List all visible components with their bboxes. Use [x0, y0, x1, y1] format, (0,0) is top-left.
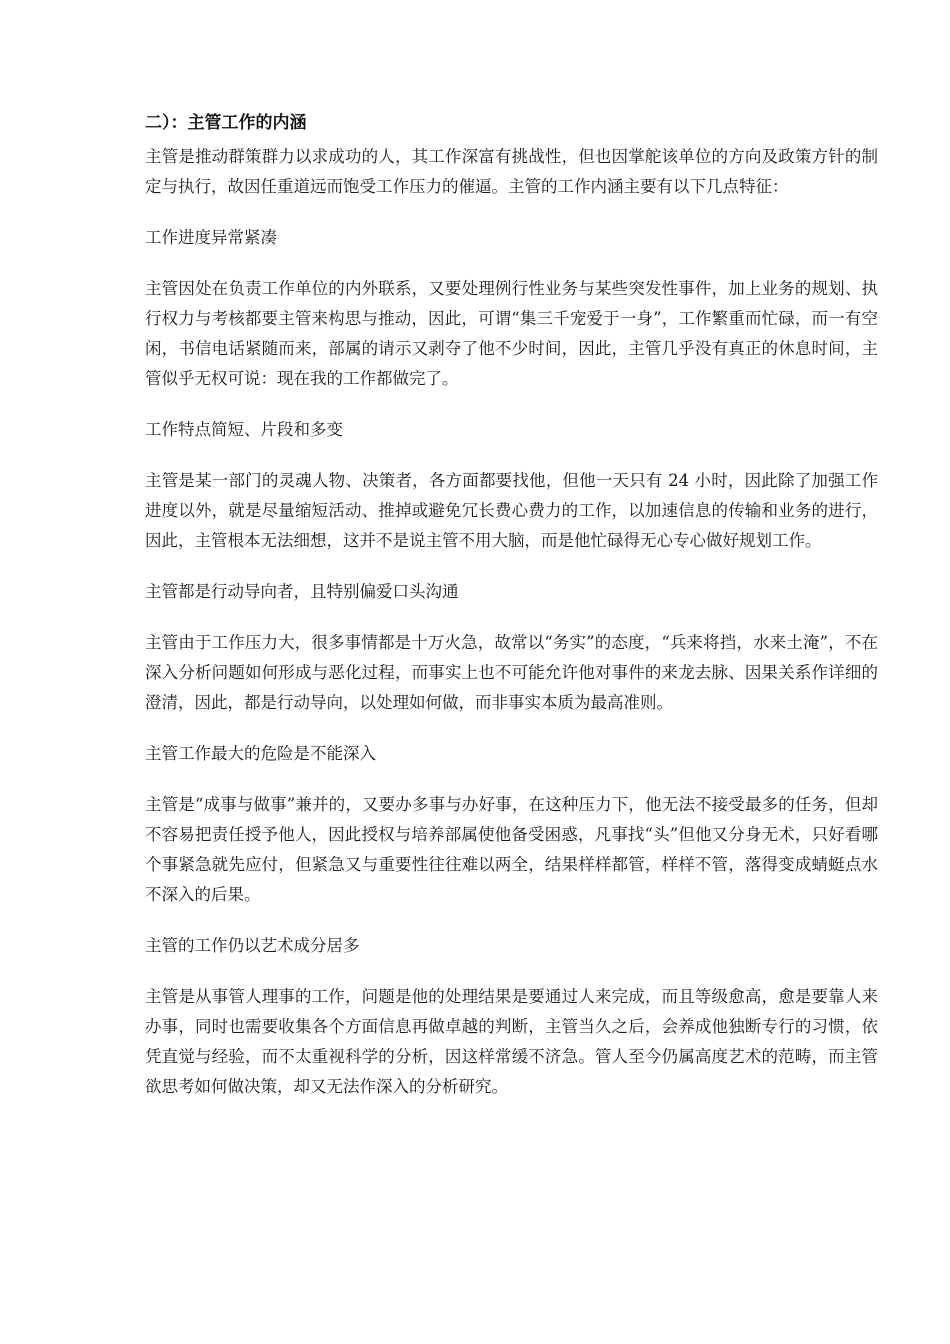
section-heading: 二）：主管工作的内涵: [145, 113, 307, 133]
subheading-work-pace: 工作进度异常紧凑: [145, 228, 277, 247]
subheading-action-oriented: 主管都是行动导向者，且特别偏爱口头沟通: [145, 582, 459, 601]
subheading-biggest-risk: 主管工作最大的危险是不能深入: [145, 744, 376, 763]
paragraph-work-pace: 主管因处在负责工作单位的内外联系，又要处理例行性业务与某些突发性事件，加上业务的规划、执行权力与考核都要主管来构思与推动，因此，可谓“集三千宠爱于一身”，工作繁重而忙碌，而一有空闲，书信电话紧随而来，部属的请示又剥夺了他不少时间，因此，主管几乎没有真正的休息时间，主管似乎无权可说：现在我的工作都做完了。: [145, 279, 878, 388]
subheading-art-component: 主管的工作仍以艺术成分居多: [145, 936, 360, 955]
document-page: [145, 108, 878, 1123]
subheading-work-traits: 工作特点简短、片段和多变: [145, 420, 343, 439]
paragraph-biggest-risk: 主管是“成事与做事”兼并的，又要办多事与办好事，在这种压力下，他无法不接受最多的任务，但却不容易把责任授予他人，因此授权与培养部属使他备受困惑，凡事找“头”但他又分身无术，只好看哪个事紧急就先应付，但紧急又与重要性往往难以两全，结果样样都管，样样不管，落得变成蜻蜓点水不深入的后果。: [145, 795, 878, 904]
intro-paragraph: 主管是推动群策群力以求成功的人，其工作深富有挑战性，但也因掌舵该单位的方向及政策方针的制定与执行，故因任重道远而饱受工作压力的催逼。主管的工作内涵主要有以下几点特征：: [145, 147, 878, 196]
paragraph-work-traits: 主管是某一部门的灵魂人物、决策者，各方面都要找他，但他一天只有 24 小时，因此除了加强工作进度以外，就是尽量缩短活动、推掉或避免冗长费心费力的工作，以加速信息的传输和业务的进行，因此，主管根本无法细想，这并不是说主管不用大脑，而是他忙碌得无心专心做好规划工作。: [145, 471, 878, 550]
paragraph-action-oriented: 主管由于工作压力大，很多事情都是十万火急，故常以“务实”的态度，“兵来将挡，水来土淹”，不在深入分析问题如何形成与恶化过程，而事实上也不可能允许他对事件的来龙去脉、因果关系作详细的澄清，因此，都是行动导向，以处理如何做，而非事实本质为最高准则。: [145, 633, 878, 712]
paragraph-art-component: 主管是从事管人理事的工作，问题是他的处理结果是要通过人来完成，而且等级愈高，愈是要靠人来办事，同时也需要收集各个方面信息再做卓越的判断，主管当久之后，会养成他独断专行的习惯，依凭直觉与经验，而不太重视科学的分析，因这样常缓不济急。管人至今仍属高度艺术的范畴，而主管欲思考如何做决策，却又无法作深入的分析研究。: [145, 987, 878, 1096]
